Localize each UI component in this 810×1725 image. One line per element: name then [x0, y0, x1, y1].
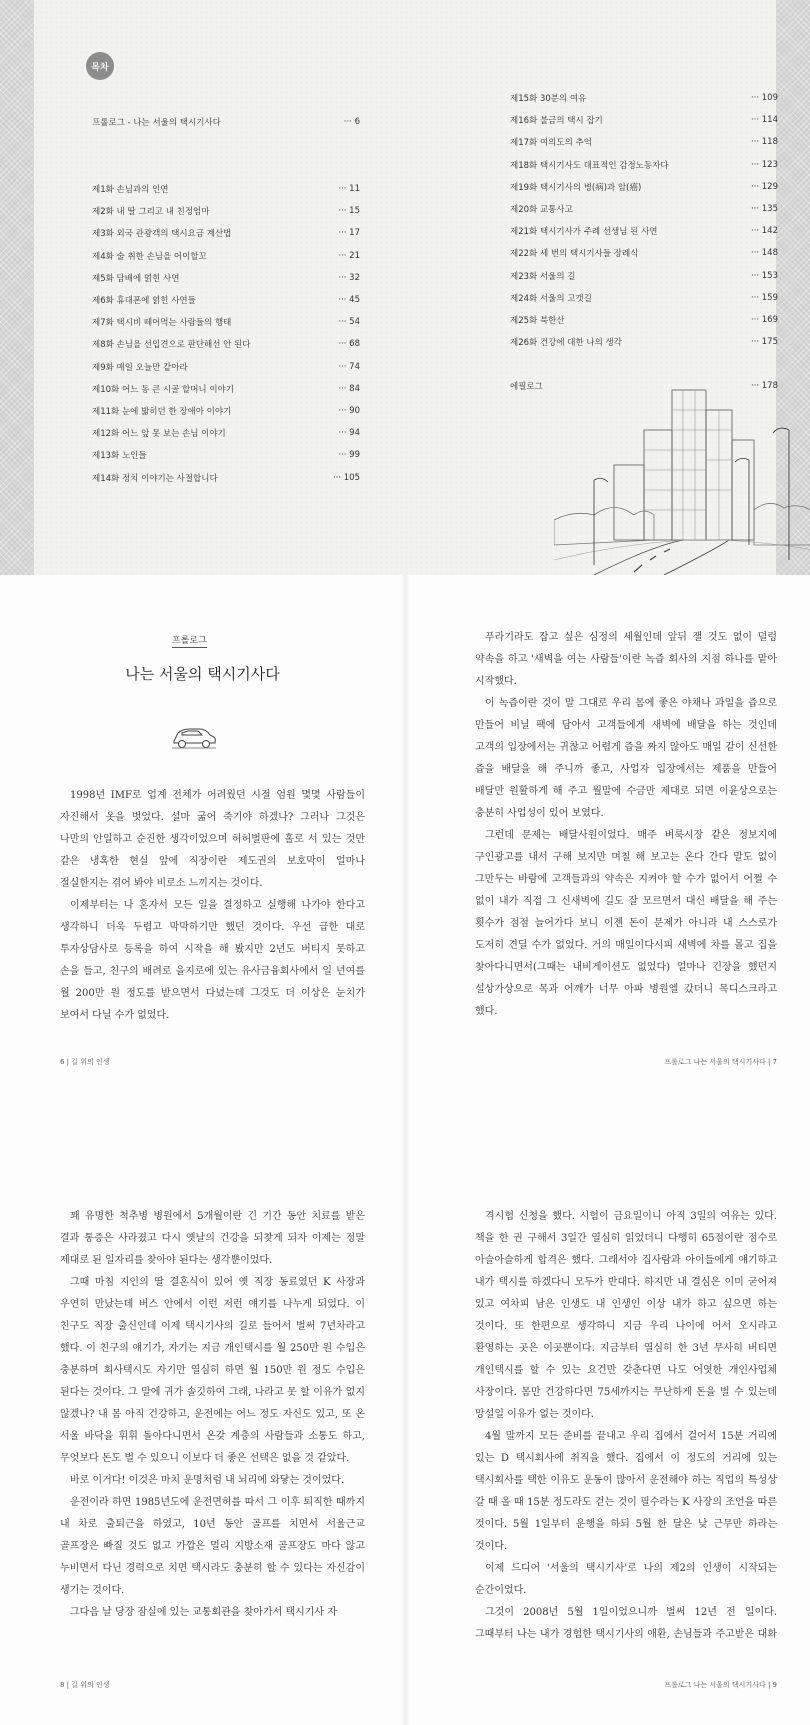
toc-entry	[92, 315, 360, 329]
toc-entry	[92, 426, 360, 440]
toc-entry	[92, 337, 360, 351]
toc-entry	[92, 204, 360, 218]
toc-entry	[92, 226, 360, 240]
toc-entry-page: ··· 94	[338, 428, 360, 439]
toc-entry-title: 제22화 세 번의 택시기사들 장례식	[510, 249, 639, 260]
toc-entry	[510, 135, 778, 149]
toc-entry-title: 제19화 택시기사의 병(病)과 암(癌)	[510, 182, 642, 193]
toc-entry	[510, 158, 778, 172]
paragraph: 이제부터는 나 혼자서 모든 일을 결정하고 실행해 나가야 한다고 생각하니 더욱 두렵고 막막하기만 했던 것이다. 우선 급한 대로 투자상담사로 등록을 하여 시작을 해 봤지만 2년도 버티지 못하고 손을 들고, 친구의 배려로 을지로에 있는 유사금융회사에서 일 년여를 월 200만 원 정도를 받으면서 다녔는데 그것도 더 이상은 눈치가 보여서 다닐 수가 없었다.	[60, 900, 365, 1021]
chapter-title: 나는 서울의 택시기사다	[125, 665, 280, 683]
toc-entry-title: 제18화 택시기사도 대표적인 감정노동자다	[510, 160, 669, 171]
toc-entry-title: 프롤로그 - 나는 서울의 택시기사다	[92, 118, 221, 128]
toc-entry-title: 제3화 외국 관광객의 택시요금 계산법	[92, 229, 232, 240]
toc-entry	[92, 182, 360, 196]
toc-entry-page: ··· 114	[750, 115, 778, 126]
city-illustration	[554, 360, 810, 575]
toc-entry	[510, 113, 778, 127]
toc-entry-page: ··· 105	[332, 472, 360, 483]
paragraph: 이 녹즙이란 것이 말 그대로 우리 몸에 좋은 야채나 과일을 즙으로 만들어 비닐 팩에 담아서 고객들에게 새벽에 배달을 하는 것인데 고객의 입장에서는 귀찮고 어렵게 즙을 짜지 않아도 매일 같이 신선한 즙을 배달을 해 주니까 좋고, 사업자 입장에서는 제품을 만들어 배달만 원활하게 해 주고 월말에 수금만 제대로 되면 이윤상으로는 충분히 사업성이 있어 보였다.	[475, 698, 777, 819]
toc-page	[34, 0, 776, 575]
toc-entry-title: 제2화 내 딸 그리고 내 친정엄마	[92, 207, 210, 218]
toc-spread	[0, 0, 810, 575]
toc-entry	[92, 249, 360, 263]
car-icon	[170, 723, 218, 751]
toc-entry-page: ··· 159	[750, 292, 778, 303]
paragraph: 1998년 IMF로 업계 전체가 어려웠던 시절 엄원 몇몇 사람들이 자진해서 옷을 벗었다. 설마 굶어 죽기야 하겠나? 그러나 그것은 나만의 안일하고 순진한 생각이었으며 허허벌판에 홀로 서 있는 것만 같은 냉혹한 현실 앞에 직장이란 제도권의 보호막이 얼마나 절실한지는 겪어 봐야 비로소 느끼지는 것이다.	[60, 790, 365, 889]
paragraph: 그다음 날 당장 잠실에 있는 교통회관을 찾아가서 택시기사 자	[70, 1607, 337, 1618]
toc-entry-title: 제24화 서울의 고갯길	[510, 293, 592, 304]
page-7-footer: 프롤로그 나는 서울의 택시기사다 | 7	[664, 1058, 777, 1066]
toc-entry	[92, 115, 360, 129]
gutter	[400, 575, 410, 1110]
paragraph: 그것이 2008년 5월 1일이었으니까 벌써 12년 전 일이다. 그때부터 나는 내가 경험한 택시기사의 애환, 손님들과 주고받은 대화	[475, 1607, 777, 1640]
page-8-footer: 8 | 길 위의 인생	[60, 1681, 110, 1689]
toc-entry-page: ··· 15	[338, 206, 360, 217]
toc-entry	[510, 91, 778, 105]
toc-entry-title: 제7화 택시비 떼어먹는 사람들의 행태	[92, 318, 232, 329]
toc-entry-page: ··· 45	[338, 295, 360, 305]
toc-entry-page: ··· 153	[750, 270, 778, 281]
toc-entry-title: 제6화 휴대폰에 얽힌 사연들	[92, 296, 196, 306]
toc-entry-title: 제11화 눈에 밟히던 한 장애아 이야기	[92, 407, 232, 417]
toc-entry	[92, 293, 360, 307]
paragraph: 바로 이거다! 이것은 마치 운명처럼 내 뇌리에 와닿는 것이었다.	[70, 1475, 345, 1486]
spread-pages-8-9	[0, 1110, 810, 1725]
toc-entry-page: ··· 178	[750, 381, 778, 391]
paragraph: 그때 마침 지인의 딸 결혼식이 있어 옛 직장 동료였던 K 사장과 우연히 만났는데 버스 안에서 이런 저런 얘기를 나누게 되었다. 이 친구도 직장 출신인데 이제 택시기사의 길로 들어서 벌써 7년차라고 했다. 이 친구의 얘기가, 자기는 지금 개인택시를 월 250만 원 수입은 충분하며 회사택시도 자기만 열심히 하면 월 150만 원 정도 수입은 된다는 것이다. 그 말에 귀가 솔깃하여 그래, 나라고 못 할 이유가 없지 않겠나? 내 몸 아직 건강하고, 운전에는 어느 정도 자신도 있고, 또 온 서울 바닥을 휘휘 돌아다니면서 온갖 계층의 사람들과 소통도 하고, 무엇보다 돈도 벌 수 있으니 이보다 더 좋은 선택은 없을 것 같았다.	[60, 1277, 365, 1464]
toc-entry	[510, 180, 778, 194]
toc-entry-page: ··· 169	[750, 315, 778, 325]
toc-entry-page: ··· 90	[338, 406, 360, 416]
toc-entry-title: 제5화 담배에 얽힌 사연	[92, 273, 180, 284]
toc-entry	[510, 246, 778, 260]
paragraph: 운전이라 하면 1985년도에 운전면허를 따서 그 이후 퇴직한 때까지 내 차로 출퇴근을 하였고, 10년 동안 골프를 치면서 서울근교 골프장은 빠질 것도 없고 가깝은 멀리 지방소재 골프장도 마다 않고 누비면서 다닌 경력으로 치면 택시라도 충분히 할 수 있다는 자신감이 생기는 것이다.	[60, 1497, 365, 1596]
toc-entry-title: 제12화 어느 앞 못 보는 손님 이야기	[92, 429, 226, 440]
paragraph: 그런데 문제는 배달사원이었다. 매주 벼룩시장 같은 정보지에 구인광고를 내서 구해 보지만 며칠 해 보고는 온다 간다 말도 없이 그만두는 바람에 고객들과의 약속은 지켜야 할 수가 없어서 어쩔 수 없이 내가 직접 그 신새벽에 길도 잘 모르면서 대신 배달을 해 주는 횟수가 점점 늘어가다 보니 이젠 돈이 문제가 아니라 내 스스로가 도저히 견딜 수가 없었다. 거의 매일이다시피 새벽에 차를 몰고 집을 찾아다니면서(그때는 내비게이션도 없었다) 얼마나 긴장을 했던지 설상가상으로 목과 어깨가 너무 아파 병원엘 갔더니 목디스크라고 했다.	[475, 830, 777, 1017]
toc-entry-page: ··· 74	[338, 361, 360, 372]
toc-entry	[510, 291, 778, 305]
toc-entry	[92, 271, 360, 285]
page-9	[405, 1110, 810, 1725]
toc-entry-title: 제4화 술 취한 손님을 어이할꼬	[92, 251, 207, 262]
toc-entry-title: 제9화 매일 오늘만 같아라	[92, 362, 188, 373]
toc-entry-title: 제23화 서울의 길	[510, 271, 576, 282]
toc-entry	[510, 335, 778, 349]
page-9-body	[475, 1206, 777, 1646]
toc-entry-title: 제20화 교통사고	[510, 205, 573, 215]
toc-entry-page: ··· 148	[750, 248, 778, 259]
page-8-body	[60, 1206, 365, 1646]
toc-entry-page: ··· 135	[750, 204, 778, 214]
spread-pages-6-7	[0, 575, 810, 1110]
toc-entry-page: ··· 118	[750, 137, 778, 148]
toc-entry-page: ··· 109	[750, 93, 778, 103]
page-6-body	[60, 785, 365, 1025]
toc-entry	[92, 448, 360, 462]
paragraph: 푸라기라도 잡고 싶은 심정의 세월인데 앞뒤 잴 것도 없이 덜렁 약속을 하고 '새벽을 여는 사람들'이란 녹즙 회사의 지점 하나를 맡아 시작했다.	[475, 632, 777, 687]
toc-entry-title: 제26화 건강에 대한 나의 생각	[510, 338, 622, 349]
paragraph: 꽤 유명한 척추병 병원에서 5개월이란 긴 기간 동안 치료를 받은 결과 통증은 사라졌고 다시 옛날의 건강을 되찾게 되자 이제는 정말 제대로 된 일자리를 찾아야 된다는 생각뿐이었다.	[60, 1211, 365, 1266]
toc-entry-page: ··· 142	[750, 226, 778, 237]
toc-entry-page: ··· 84	[338, 383, 360, 394]
toc-entry-page: ··· 11	[338, 184, 360, 194]
toc-entry	[92, 471, 360, 485]
toc-entry-page: ··· 17	[338, 228, 360, 239]
toc-entry-page: ··· 6	[343, 117, 360, 127]
page-7	[405, 575, 810, 1110]
toc-entry-title: 제14화 정치 이야기는 사절합니다	[92, 473, 218, 484]
paragraph: 격시험 신청을 했다. 시험이 금요일이니 아직 3일의 여유는 있다. 책을 한 권 구해서 3일간 열심히 읽었더니 다행히 65점이란 점수로 아슬아슬하게 합격은 했다. 그래서야 집사람과 아이들에게 얘기하고 내가 택시를 하겠다니 모두가 반대다. 하지만 내 결심은 이미 굳어져 있고 여차피 남은 인생도 내 인생인 이상 내가 하고 싶으면 하는 것이다. 또 한편으로 생각하니 지금 우리 나이에 어서 오시라고 환영하는 곳은 이곳뿐이다. 지금부터 열심히 한 3년 무사히 버티면 개인택시를 할 수 있는 요건만 갖춘다면 나도 어엿한 개인사업체 사장이다. 몸만 건강하다면 75세까지는 무난하게 돈을 벌 수 있는데 망설일 이유가 없는 것이다.	[475, 1211, 777, 1420]
toc-entry-page: ··· 21	[338, 250, 360, 261]
toc-entry-page: ··· 175	[750, 337, 778, 348]
toc-entry-title: 제21화 택시기사가 주례 선생님 된 사연	[510, 227, 658, 238]
toc-entry	[510, 224, 778, 238]
toc-entry-title: 제10화 어느 동 큰 시골 할머니 이야기	[92, 384, 234, 395]
toc-entry-page: ··· 129	[750, 181, 778, 192]
toc-entry	[510, 313, 778, 327]
page-6-footer: 6 | 길 위의 인생	[60, 1058, 110, 1066]
toc-entry	[510, 269, 778, 283]
gutter	[400, 1110, 410, 1725]
toc-entry-title: 제16화 불금의 택시 잡기	[510, 116, 603, 127]
toc-entry-page: ··· 68	[338, 339, 360, 350]
page-8	[0, 1110, 405, 1725]
toc-entry	[92, 382, 360, 396]
toc-badge: 목차	[86, 52, 114, 80]
toc-entry-title: 에필로그	[510, 382, 543, 392]
page-6	[0, 575, 405, 1110]
toc-entry-page: ··· 123	[750, 159, 778, 170]
toc-entry	[92, 404, 360, 418]
toc-entry-title: 제25화 북한산	[510, 316, 565, 326]
toc-entry	[510, 202, 778, 216]
paragraph: 4월 말까지 모든 준비를 끝내고 우리 집에서 걸어서 15분 거리에 있는 D 택시회사에 취직을 했다. 집에서 이 정도의 거리에 있는 택시회사를 택한 이유도 운동이 많아서 운전해야 하는 직업의 특성상 갈 때 올 때 15분 정도라도 걷는 것이 필수라는 K 사장의 조언을 따른 것이다. 5월 1일부터 운행을 하되 5월 한 달은 낮 근무만 하라는 것이다.	[475, 1431, 777, 1552]
toc-entry-title: 제17화 여의도의 추억	[510, 138, 592, 149]
toc-entry-title: 제13화 노인들	[92, 451, 147, 462]
toc-entry-page: ··· 99	[338, 450, 360, 461]
toc-entry-title: 제15화 30분의 여유	[510, 94, 587, 104]
page-9-footer: 프롤로그 나는 서울의 택시기사다 | 9	[664, 1681, 777, 1689]
paragraph: 이제 드디어 '서울의 택시기사'로 나의 제2의 인생이 시작되는 순간이었다.	[475, 1563, 777, 1596]
page-7-body	[475, 627, 777, 1023]
toc-entry-title: 제8화 손님을 선입견으로 판단해선 안 된다	[92, 340, 251, 351]
toc-entry-page: ··· 54	[338, 317, 360, 328]
toc-entry-page: ··· 32	[338, 272, 360, 283]
toc-entry-title: 제1화 손님과의 인연	[92, 185, 169, 195]
toc-entry	[92, 360, 360, 374]
chapter-label: 프롤로그	[172, 633, 207, 648]
